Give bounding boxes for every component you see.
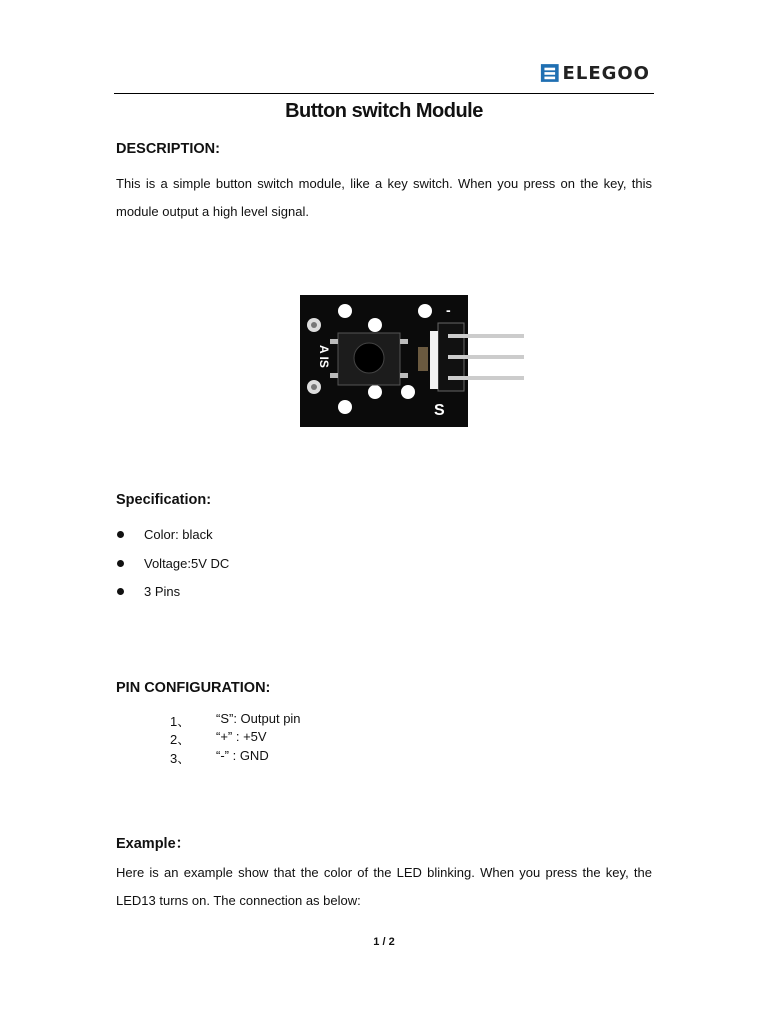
list-item: Voltage:5V DC xyxy=(116,556,229,571)
description-heading: DESCRIPTION: xyxy=(116,141,220,157)
silkscreen-s: S xyxy=(434,402,445,419)
silkscreen-minus: - xyxy=(446,302,451,318)
example-text: Here is an example show that the color of the LED blinking. When you press the key, the LED13 turns on. The connection as below: xyxy=(116,865,652,908)
pin-row: 3、 “-” : GND xyxy=(170,748,269,766)
button-module-image xyxy=(300,295,530,427)
pin-row: 2、 “+” : +5V xyxy=(170,729,267,747)
elegoo-logo xyxy=(540,60,650,86)
page-title: Button switch Module xyxy=(285,100,483,122)
pin-row: 1、 “S”: Output pin xyxy=(170,711,301,729)
elegoo-mark-icon xyxy=(540,62,560,84)
example-heading: Example： xyxy=(116,836,191,852)
list-item: 3 Pins xyxy=(116,584,180,599)
logo-text: ELEGOO xyxy=(562,62,650,84)
list-item: Color: black xyxy=(116,527,213,542)
bullet-icon xyxy=(117,560,124,567)
bullet-icon xyxy=(117,588,124,595)
bullet-icon xyxy=(117,531,124,538)
pin-config-heading: PIN CONFIGURATION: xyxy=(116,680,271,696)
specification-heading: Specification: xyxy=(116,492,212,508)
header-rule xyxy=(114,93,654,94)
page-number: 1 / 2 xyxy=(373,936,395,948)
description-text: This is a simple button switch module, like a key switch. When you press on the key, this module output a high level signal. xyxy=(116,176,652,219)
silkscreen-left-label: A IS xyxy=(317,345,331,368)
